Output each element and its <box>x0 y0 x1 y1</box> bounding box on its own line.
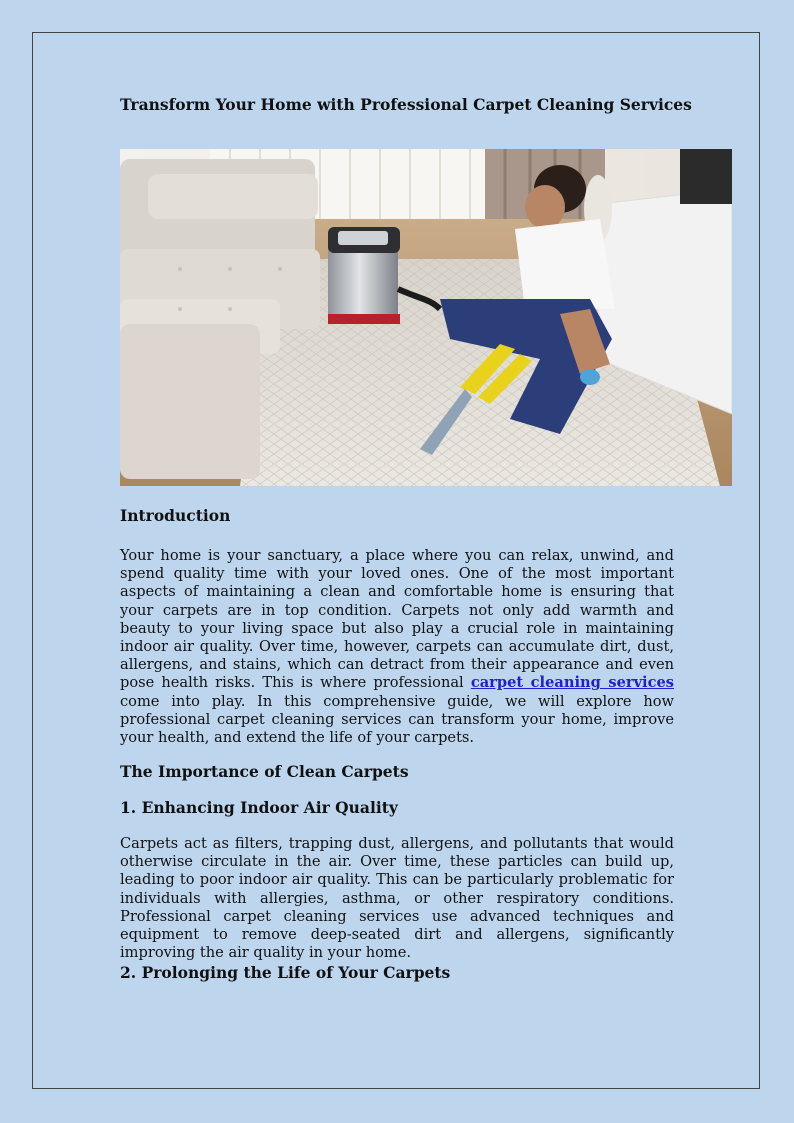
introduction-text-after-link: come into play. In this comprehensive guide, we will explore how professional carpet cleaning services can transform your home, improve your health, and extend the life of your carpets. <box>120 692 674 747</box>
carpet-cleaning-services-link[interactable]: carpet cleaning services <box>470 674 674 692</box>
air-quality-heading: 1. Enhancing Indoor Air Quality <box>120 798 398 817</box>
importance-heading: The Importance of Clean Carpets <box>120 762 409 781</box>
hero-image <box>120 149 732 486</box>
air-quality-section <box>120 797 674 962</box>
introduction-heading: Introduction <box>120 506 231 525</box>
prolonging-section <box>120 962 674 984</box>
introduction-section <box>120 505 674 747</box>
introduction-paragraph <box>120 547 674 747</box>
prolonging-heading: 2. Prolonging the Life of Your Carpets <box>120 963 451 982</box>
importance-section <box>120 761 674 783</box>
document-title: Transform Your Home with Professional Carpet Cleaning Services <box>120 95 692 114</box>
air-quality-paragraph: Carpets act as filters, trapping dust, allergens, and pollutants that would otherwise circulate in the air. Over time, these particles can build up, leading to poor indoor air quality. This can be particularly problematic for individuals with allergies, asthma, or other respiratory conditions. Professional carpet cleaning services use advanced techniques and equipment to remove deep-seated dirt and allergens, significantly improving the air quality in your home. <box>120 835 674 962</box>
introduction-text-before-link: Your home is your sanctuary, a place where you can relax, unwind, and spend quality time with your loved ones. One of the most important aspects of maintaining a clean and comfortable home is ensuring that your carpets are in top condition. Carpets not only add warmth and beauty to your living space but also play a crucial role in maintaining indoor air quality. Over time, however, carpets can accumulate dirt, dust, allergens, and stains, which can detract from their appearance and even pose health risks. This is where professional <box>120 547 674 692</box>
tv <box>680 149 732 204</box>
